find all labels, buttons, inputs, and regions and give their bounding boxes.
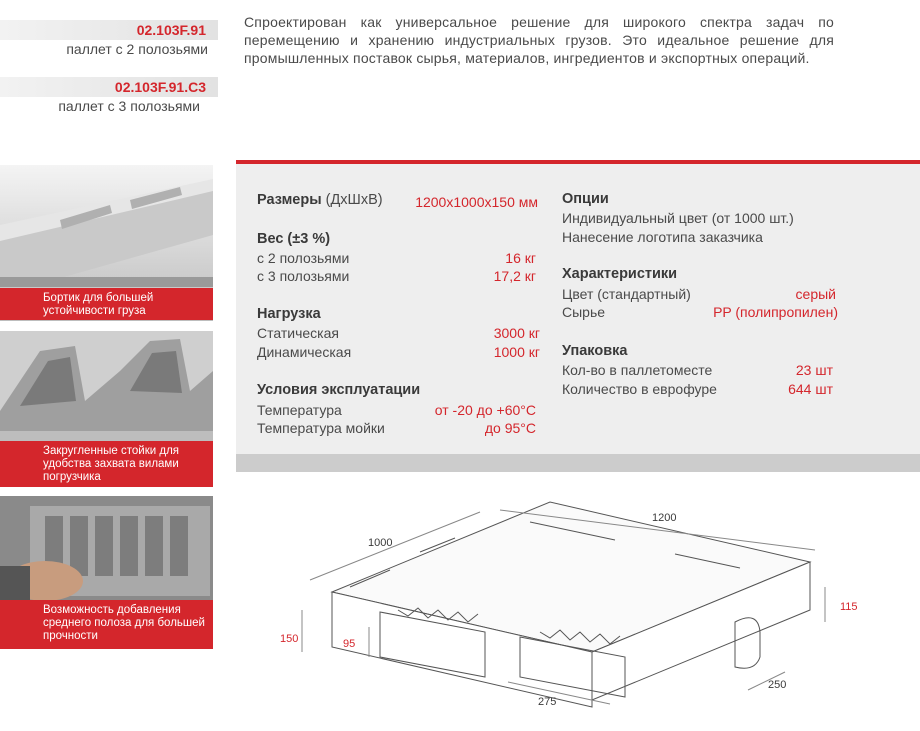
spec-value: до 95°С	[484, 420, 536, 436]
panel-bottom-band	[236, 454, 920, 472]
option-item: Индивидуальный цвет (от 1000 шт.)	[562, 210, 794, 226]
spec-value: PP (полипропилен)	[713, 304, 838, 320]
dim-length: 1200	[652, 512, 677, 524]
weight-title: Вес (±3 %)	[257, 231, 331, 247]
spec-value: 3000 кг	[493, 325, 540, 341]
options-title: Опции	[562, 191, 609, 207]
size-label: Размеры	[257, 192, 322, 208]
spec-label: Температура	[257, 402, 342, 418]
product-code-band-2	[0, 77, 218, 97]
dim-height: 150	[280, 633, 299, 645]
spec-label: Температура мойки	[257, 420, 385, 436]
spec-label: Статическая	[257, 325, 339, 341]
product-code: 02.103F.91	[136, 22, 206, 38]
dim-inner-height: 95	[343, 638, 356, 650]
product-variant-name: паллет с 2 полозьями	[66, 41, 208, 57]
spec-value: 16 кг	[505, 250, 536, 266]
spec-label: Сырье	[562, 304, 606, 320]
product-variant-name: паллет с 3 полозьями	[58, 98, 200, 114]
spec-label: с 3 полозьями	[257, 268, 350, 284]
panel-accent-line	[236, 160, 920, 164]
spec-value: серый	[795, 286, 836, 302]
spec-value: 1000 кг	[493, 344, 540, 360]
spec-value: 23 шт	[795, 362, 833, 378]
spec-label: Количество в еврофуре	[562, 381, 717, 397]
spec-label: Динамическая	[257, 344, 352, 360]
product-code-band-1	[0, 20, 218, 40]
spec-label: с 2 полозьями	[257, 250, 350, 266]
size-title	[257, 192, 383, 208]
conditions-title: Условия эксплуатации	[257, 382, 421, 398]
size-value: 1200x1000x150 мм	[415, 194, 538, 210]
dim-opening: 275	[538, 696, 557, 708]
spec-value: от -20 до +60°С	[434, 402, 536, 418]
load-title: Нагрузка	[257, 306, 321, 322]
dim-runner-width: 250	[768, 679, 787, 691]
feature-caption: Возможность добавления среднего полоза для большей прочности	[0, 600, 213, 649]
dim-runner-height: 115	[840, 601, 858, 613]
intro-text: Спроектирован как универсальное решение для широкого спектра задач по перемещению и хранению индустриальных грузов. Это идеальное решение для промышленных поставок сырья, материалов, ингредиентов и экспортных операций.	[244, 14, 834, 66]
size-unit-label: (ДхШхВ)	[325, 192, 383, 208]
spec-value: 17,2 кг	[493, 268, 536, 284]
pallet-drawing	[280, 492, 880, 722]
dim-width: 1000	[368, 537, 393, 549]
spec-value: 644 шт	[788, 381, 833, 397]
packaging-title: Упаковка	[562, 343, 628, 359]
feature-caption: Бортик для большей устойчивости груза	[0, 288, 213, 320]
feature-caption: Закругленные стойки для удобства захвата вилами погрузчика	[0, 441, 213, 487]
characteristics-title: Характеристики	[562, 266, 678, 282]
option-item: Нанесение логотипа заказчика	[562, 229, 763, 245]
spec-label: Кол-во в паллетоместе	[562, 362, 713, 378]
spec-label: Цвет (стандартный)	[562, 286, 691, 302]
product-code: 02.103F.91.C3	[114, 79, 206, 95]
